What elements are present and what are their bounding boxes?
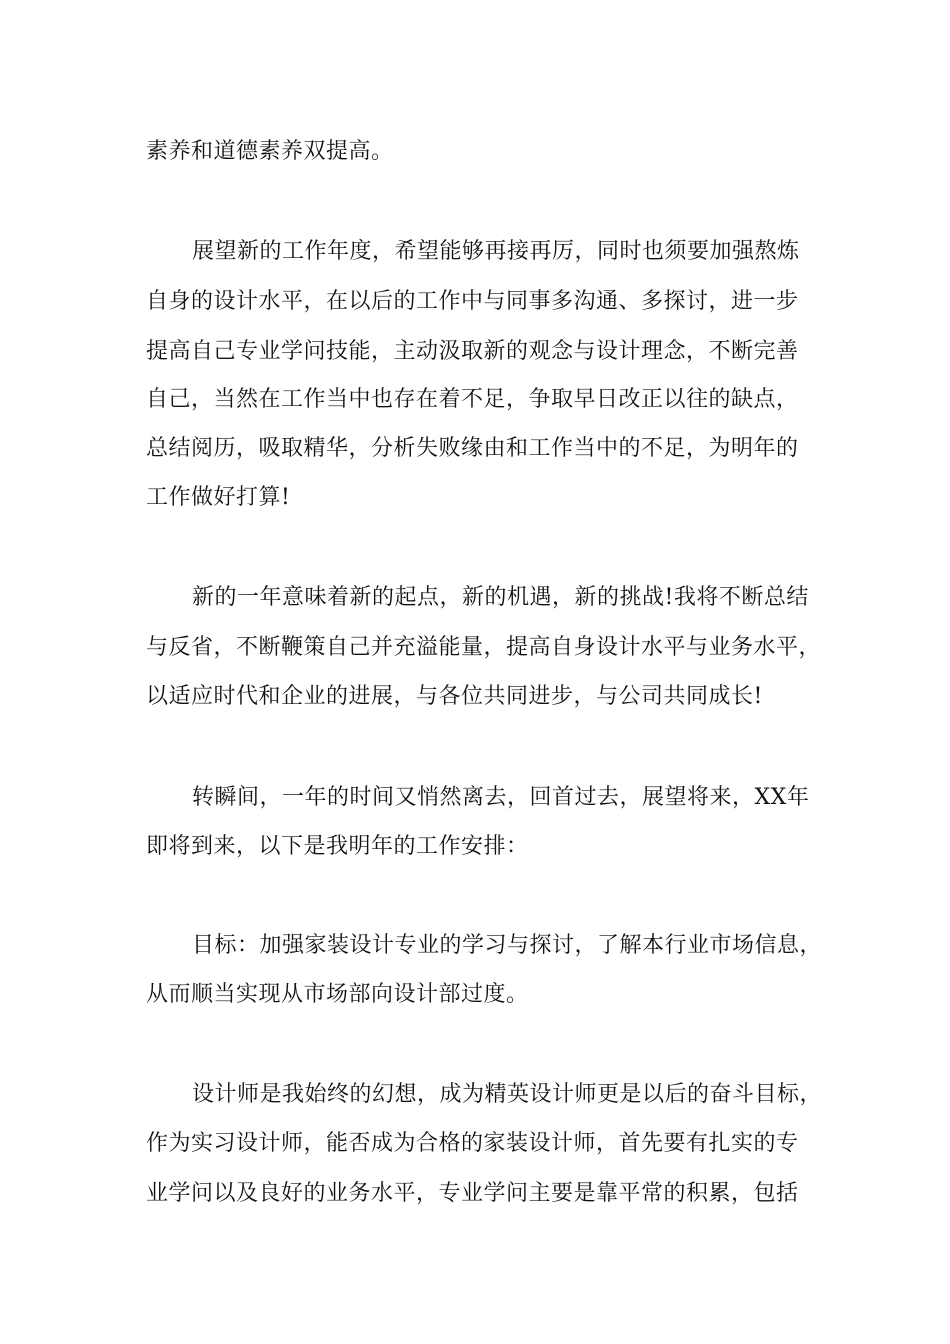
paragraph-3-line-1: 新的一年意味着新的起点，新的机遇，新的挑战!我将不断总结	[192, 585, 809, 610]
paragraph-2-line-5: 总结阅历，吸取精华，分析失败缘由和工作当中的不足，为明年的	[146, 436, 799, 461]
paragraph-2-line-2: 自身的设计水平，在以后的工作中与同事多沟通、多探讨，进一步	[146, 289, 799, 314]
paragraph-1-line-1: 素养和道德素养双提高。	[146, 139, 394, 164]
paragraph-2-line-1: 展望新的工作年度，希望能够再接再厉，同时也须要加强熬炼	[192, 239, 800, 264]
paragraph-2-line-3: 提高自己专业学问技能，主动汲取新的观念与设计理念，不断完善	[146, 339, 799, 364]
paragraph-5-line-2: 从而顺当实现从市场部向设计部过度。	[146, 982, 529, 1007]
paragraph-4-line-1: 转瞬间，一年的时间又悄然离去，回首过去，展望将来，XX年	[192, 785, 810, 810]
paragraph-6-line-3: 业学问以及良好的业务水平，专业学问主要是靠平常的积累，包括	[146, 1181, 799, 1206]
paragraph-2-line-6: 工作做好打算!	[146, 485, 291, 510]
paragraph-6-line-1: 设计师是我始终的幻想，成为精英设计师更是以后的奋斗目标，	[192, 1082, 823, 1107]
paragraph-4-line-2: 即将到来，以下是我明年的工作安排：	[146, 834, 529, 859]
paragraph-6-line-2: 作为实习设计师，能否成为合格的家装设计师，首先要有扎实的专	[146, 1131, 799, 1156]
paragraph-3-line-3: 以适应时代和企业的进展，与各位共同进步，与公司共同成长!	[146, 684, 763, 709]
paragraph-5-line-1: 目标：加强家装设计专业的学习与探讨，了解本行业市场信息，	[192, 933, 823, 958]
paragraph-3-line-2: 与反省，不断鞭策自己并充溢能量，提高自身设计水平与业务水平，	[146, 635, 822, 660]
paragraph-2-line-4: 自己，当然在工作当中也存在着不足，争取早日改正以往的缺点，	[146, 387, 799, 412]
